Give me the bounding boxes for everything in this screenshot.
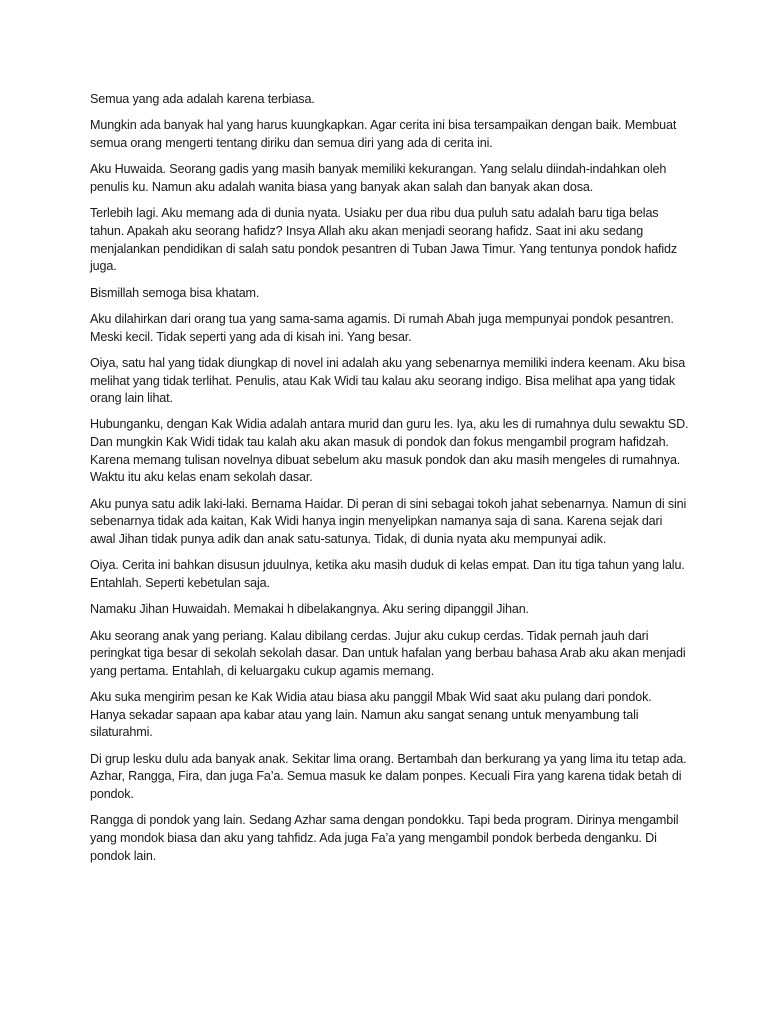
paragraph: Rangga di pondok yang lain. Sedang Azhar sama dengan pondokku. Tapi beda program. Dirinya mengambil yang mondok biasa dan aku yang tahfidz. Ada juga Fa’a yang mengambil pondok berbeda denganku. Di pondok lain. bbox=[90, 813, 679, 863]
paragraph: Aku suka mengirim pesan ke Kak Widia atau biasa aku panggil Mbak Wid saat aku pulang dari pondok. Hanya sekadar sapaan apa kabar atau yang lain. Namun aku sangat senang untuk menyambung tali silaturahmi. bbox=[90, 690, 652, 740]
paragraph: Semua yang ada adalah karena terbiasa. bbox=[90, 92, 315, 106]
paragraph: Mungkin ada banyak hal yang harus kuungkapkan. Agar cerita ini bisa tersampaikan dengan baik. Membuat semua orang mengerti tentang diriku dan semua diri yang ada di cerita ini. bbox=[90, 118, 677, 150]
paragraph: Aku seorang anak yang periang. Kalau dibilang cerdas. Jujur aku cukup cerdas. Tidak pernah jauh dari peringkat tiga besar di sekolah sekolah dasar. Dan untuk hafalan yang berbau bahasa Arab aku akan menjadi yang pertama. Entahlah, di keluargaku cukup agamis memang. bbox=[90, 628, 686, 678]
paragraph: Oiya, satu hal yang tidak diungkap di novel ini adalah aku yang sebenarnya memiliki indera keenam. Aku bisa melihat yang tidak terlihat. Penulis, atau Kak Widi tau kalau aku seorang indigo. Bisa melihat apa yang tidak orang lain lihat. bbox=[90, 355, 686, 406]
paragraph: Namaku Jihan Huwaidah. Memakai h dibelakangnya. Aku sering dipanggil Jihan. bbox=[90, 602, 529, 617]
paragraph: Aku Huwaida. Seorang gadis yang masih banyak memiliki kekurangan. Yang selalu diindah-indahkan oleh penulis ku. Namun aku adalah wanita biasa yang banyak akan salah dan banyak akan dosa. bbox=[90, 162, 667, 194]
paragraph: Terlebih lagi. Aku memang ada di dunia nyata. Usiaku per dua ribu dua puluh satu adalah baru tiga belas tahun. Apakah aku seorang hafidz? Insya Allah aku akan menjadi seorang hafidz. Saat ini aku sedang menjalankan pendidikan di salah satu pondok pesantren di Tuban Jawa Timur. Yang tentunya pondok hafidz juga. bbox=[90, 206, 678, 274]
paragraph: Hubunganku, dengan Kak Widia adalah antara murid dan guru les. Iya, aku les di rumahnya dulu sewaktu SD. Dan mungkin Kak Widi tidak tau kalah aku akan masuk di pondok dan fokus mengambil program hafidzah. Karena memang tulisan novelnya dibuat sebelum aku masuk pondok dan aku masih mengeles di rumahnya. Waktu itu aku kelas enam sekolah dasar. bbox=[90, 417, 689, 485]
paragraph: Bismillah semoga bisa khatam. bbox=[90, 285, 260, 300]
paragraph: Di grup lesku dulu ada banyak anak. Sekitar lima orang. Bertambah dan berkurang ya yang lima itu tetap ada. Azhar, Rangga, Fira, dan juga Fa’a. Semua masuk ke dalam ponpes. Kecuali Fira yang karena tidak betah di pondok. bbox=[90, 751, 687, 801]
document-page bbox=[90, 91, 690, 874]
paragraph: Aku dilahirkan dari orang tua yang sama-sama agamis. Di rumah Abah juga mempunyai pondok pesantren. Meski kecil. Tidak seperti yang ada di kisah ini. Yang besar. bbox=[90, 311, 674, 344]
paragraph: Aku punya satu adik laki-laki. Bernama Haidar. Di peran di sini sebagai tokoh jahat sebenarnya. Namun di sini sebenarnya tidak ada kaitan, Kak Widi hanya ingin menyelipkan namanya saja di sana. Karena sejak dari awal Jihan tidak punya adik dan anak satu-satunya. Tidak, di dunia nyata aku mempunyai adik. bbox=[90, 496, 687, 546]
paragraph: Oiya. Cerita ini bahkan disusun jduulnya, ketika aku masih duduk di kelas empat. Dan itu tiga tahun yang lalu. Entahlah. Seperti kebetulan saja. bbox=[90, 558, 685, 590]
